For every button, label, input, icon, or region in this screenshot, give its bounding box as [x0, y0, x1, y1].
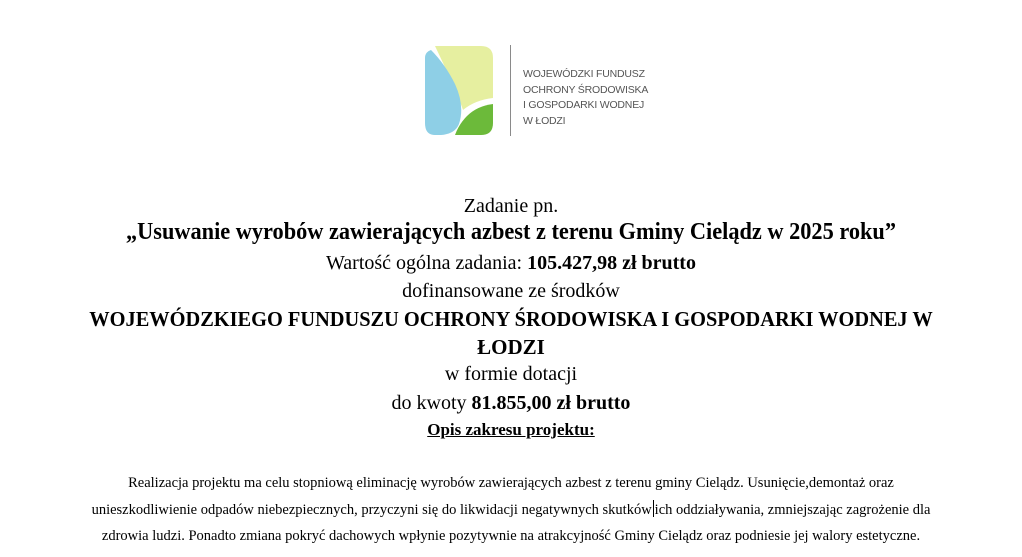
description-heading: Opis zakresu projektu:: [427, 420, 595, 439]
paragraph-text: ich oddziaływania, zmniejszając zagrożenie dla: [654, 501, 931, 518]
task-intro: Zadanie pn.: [463, 195, 559, 217]
grant-amount-line: [0, 390, 1022, 416]
description-paragraph[interactable]: [40, 470, 982, 550]
total-value-line: [0, 251, 1022, 275]
logo-divider: [510, 45, 511, 136]
paragraph-line: [40, 497, 982, 524]
grant-amount-label: do kwoty: [391, 392, 472, 414]
task-title: „Usuwanie wyrobów zawierających azbest z terenu Gminy Cielądz w 2025 roku”: [125, 219, 896, 245]
logo-text-line: I GOSPODARKI WODNEJ: [523, 99, 645, 111]
total-value-label: Wartość ogólna zadania:: [326, 252, 528, 274]
wfosigw-logo: [425, 45, 655, 137]
fund-name-line-2: ŁODZI: [477, 335, 545, 359]
total-value-amount: 105.427,98 zł brutto: [527, 252, 696, 274]
paragraph-line: Realizacja projektu ma celu stopniową eliminację wyrobów zawierających azbest z terenu gminy Cielądz. Usunięcie,demontaż oraz: [128, 475, 894, 491]
funding-form: w formie dotacji: [444, 363, 578, 385]
paragraph-text: unieszkodliwienie odpadów niebezpiecznych, przyczyni się do likwidacji negatywnych skutków: [91, 501, 652, 518]
paragraph-line: zdrowia ludzi. Ponadto zmiana pokryć dachowych wpłynie pozytywnie na atrakcyjność Gminy Cielądz oraz podniesie jej walory estetyczne.: [101, 528, 921, 544]
cofinanced-label: dofinansowane ze środków: [402, 280, 620, 302]
logo-text-line: OCHRONY ŚRODOWISKA: [523, 83, 649, 96]
logo-text-line: W ŁODZI: [523, 114, 566, 127]
logo-text-line: WOJEWÓDZKI FUNDUSZ: [523, 68, 645, 80]
fund-name-line-1: WOJEWÓDZKIEGO FUNDUSZU OCHRONY ŚRODOWISKA I GOSPODARKI WODNEJ W: [89, 307, 933, 331]
grant-amount-value: 81.855,00 zł brutto: [471, 392, 631, 414]
logo-text: [523, 67, 648, 129]
wfosigw-logo-mark-icon: [425, 46, 493, 135]
text-cursor: [653, 500, 654, 517]
